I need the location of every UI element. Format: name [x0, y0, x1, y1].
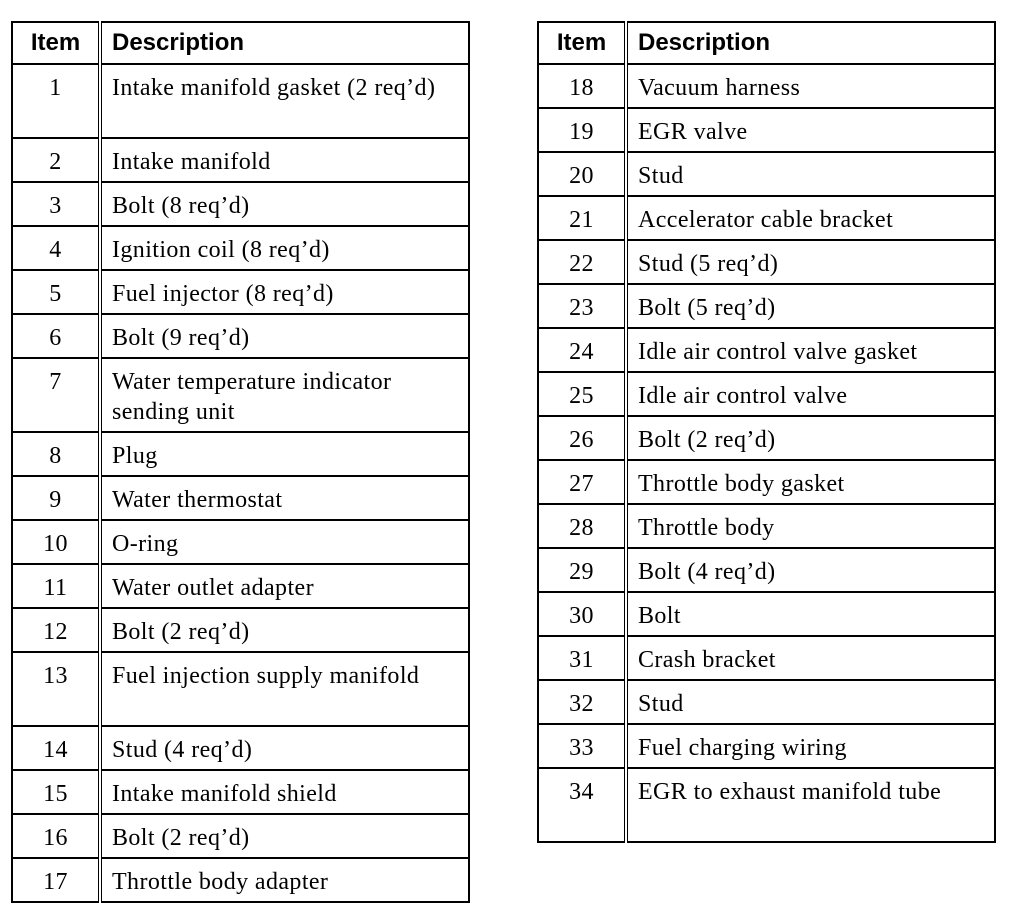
item-number: 9 — [12, 476, 100, 520]
table-row — [538, 152, 995, 196]
item-description: O-ring — [100, 520, 469, 564]
item-number: 4 — [12, 226, 100, 270]
table-row — [538, 372, 995, 416]
item-description: Bolt (2 req’d) — [626, 416, 995, 460]
item-description: Ignition coil (8 req’d) — [100, 226, 469, 270]
item-number: 20 — [538, 152, 626, 196]
item-description: Bolt (9 req’d) — [100, 314, 469, 358]
item-description: Bolt (2 req’d) — [100, 608, 469, 652]
table-row — [12, 138, 469, 182]
table-row — [12, 182, 469, 226]
item-number: 28 — [538, 504, 626, 548]
item-description: Crash bracket — [626, 636, 995, 680]
item-number: 18 — [538, 64, 626, 108]
item-description: Intake manifold shield — [100, 770, 469, 814]
item-description: Bolt (8 req’d) — [100, 182, 469, 226]
item-number: 34 — [538, 768, 626, 842]
table-row — [538, 680, 995, 724]
item-number: 11 — [12, 564, 100, 608]
table-row — [12, 726, 469, 770]
item-description: Bolt (2 req’d) — [100, 814, 469, 858]
item-number: 16 — [12, 814, 100, 858]
item-number: 26 — [538, 416, 626, 460]
item-description: Plug — [100, 432, 469, 476]
table-row — [12, 652, 469, 726]
item-description: Stud — [626, 152, 995, 196]
table-row — [538, 240, 995, 284]
item-number: 27 — [538, 460, 626, 504]
description-column-header: Description — [626, 22, 995, 64]
item-description: Accelerator cable bracket — [626, 196, 995, 240]
item-number: 24 — [538, 328, 626, 372]
table-row — [12, 564, 469, 608]
table-row — [538, 592, 995, 636]
item-number: 25 — [538, 372, 626, 416]
item-description: Bolt — [626, 592, 995, 636]
item-number: 1 — [12, 64, 100, 138]
item-number: 5 — [12, 270, 100, 314]
table-row — [12, 476, 469, 520]
item-description: Stud (4 req’d) — [100, 726, 469, 770]
item-number: 22 — [538, 240, 626, 284]
item-description: Idle air control valve — [626, 372, 995, 416]
table-row — [538, 196, 995, 240]
item-number: 19 — [538, 108, 626, 152]
table-row — [12, 270, 469, 314]
item-number: 7 — [12, 358, 100, 432]
parts-table-right — [537, 21, 996, 843]
item-number: 32 — [538, 680, 626, 724]
item-number: 23 — [538, 284, 626, 328]
table-row — [538, 64, 995, 108]
item-description: Stud (5 req’d) — [626, 240, 995, 284]
item-number: 14 — [12, 726, 100, 770]
table-row — [12, 358, 469, 432]
item-number: 31 — [538, 636, 626, 680]
item-column-header: Item — [12, 22, 100, 64]
table-row — [12, 520, 469, 564]
item-number: 2 — [12, 138, 100, 182]
item-description: Vacuum harness — [626, 64, 995, 108]
item-number: 33 — [538, 724, 626, 768]
table-header-row — [12, 22, 469, 64]
item-description: Water thermostat — [100, 476, 469, 520]
item-number: 30 — [538, 592, 626, 636]
table-row — [12, 858, 469, 902]
item-number: 3 — [12, 182, 100, 226]
table-row — [538, 108, 995, 152]
item-number: 17 — [12, 858, 100, 902]
item-description: Water temperature indicator sending unit — [100, 358, 469, 432]
item-description: EGR valve — [626, 108, 995, 152]
table-row — [12, 432, 469, 476]
item-column-header: Item — [538, 22, 626, 64]
item-description: Throttle body — [626, 504, 995, 548]
table-row — [538, 724, 995, 768]
item-description: EGR to exhaust manifold tube — [626, 768, 995, 842]
item-number: 8 — [12, 432, 100, 476]
item-description: Stud — [626, 680, 995, 724]
item-description: Throttle body adapter — [100, 858, 469, 902]
table-row — [538, 504, 995, 548]
table-row — [538, 548, 995, 592]
table-row — [12, 314, 469, 358]
item-number: 6 — [12, 314, 100, 358]
item-number: 12 — [12, 608, 100, 652]
item-number: 15 — [12, 770, 100, 814]
item-number: 21 — [538, 196, 626, 240]
item-description: Bolt (4 req’d) — [626, 548, 995, 592]
table-row — [538, 636, 995, 680]
item-description: Fuel injector (8 req’d) — [100, 270, 469, 314]
item-number: 29 — [538, 548, 626, 592]
table-row — [538, 328, 995, 372]
table-row — [12, 608, 469, 652]
item-description: Fuel injection supply manifold — [100, 652, 469, 726]
table-row — [538, 284, 995, 328]
table-row — [538, 416, 995, 460]
item-description: Intake manifold gasket (2 req’d) — [100, 64, 469, 138]
item-description: Fuel charging wiring — [626, 724, 995, 768]
item-number: 13 — [12, 652, 100, 726]
item-number: 10 — [12, 520, 100, 564]
item-description: Idle air control valve gasket — [626, 328, 995, 372]
table-row — [538, 460, 995, 504]
table-row — [538, 768, 995, 842]
item-description: Bolt (5 req’d) — [626, 284, 995, 328]
table-row — [12, 770, 469, 814]
parts-table-left — [11, 21, 470, 903]
item-description: Throttle body gasket — [626, 460, 995, 504]
table-row — [12, 226, 469, 270]
description-column-header: Description — [100, 22, 469, 64]
item-description: Water outlet adapter — [100, 564, 469, 608]
table-row — [12, 64, 469, 138]
table-header-row — [538, 22, 995, 64]
item-description: Intake manifold — [100, 138, 469, 182]
table-row — [12, 814, 469, 858]
